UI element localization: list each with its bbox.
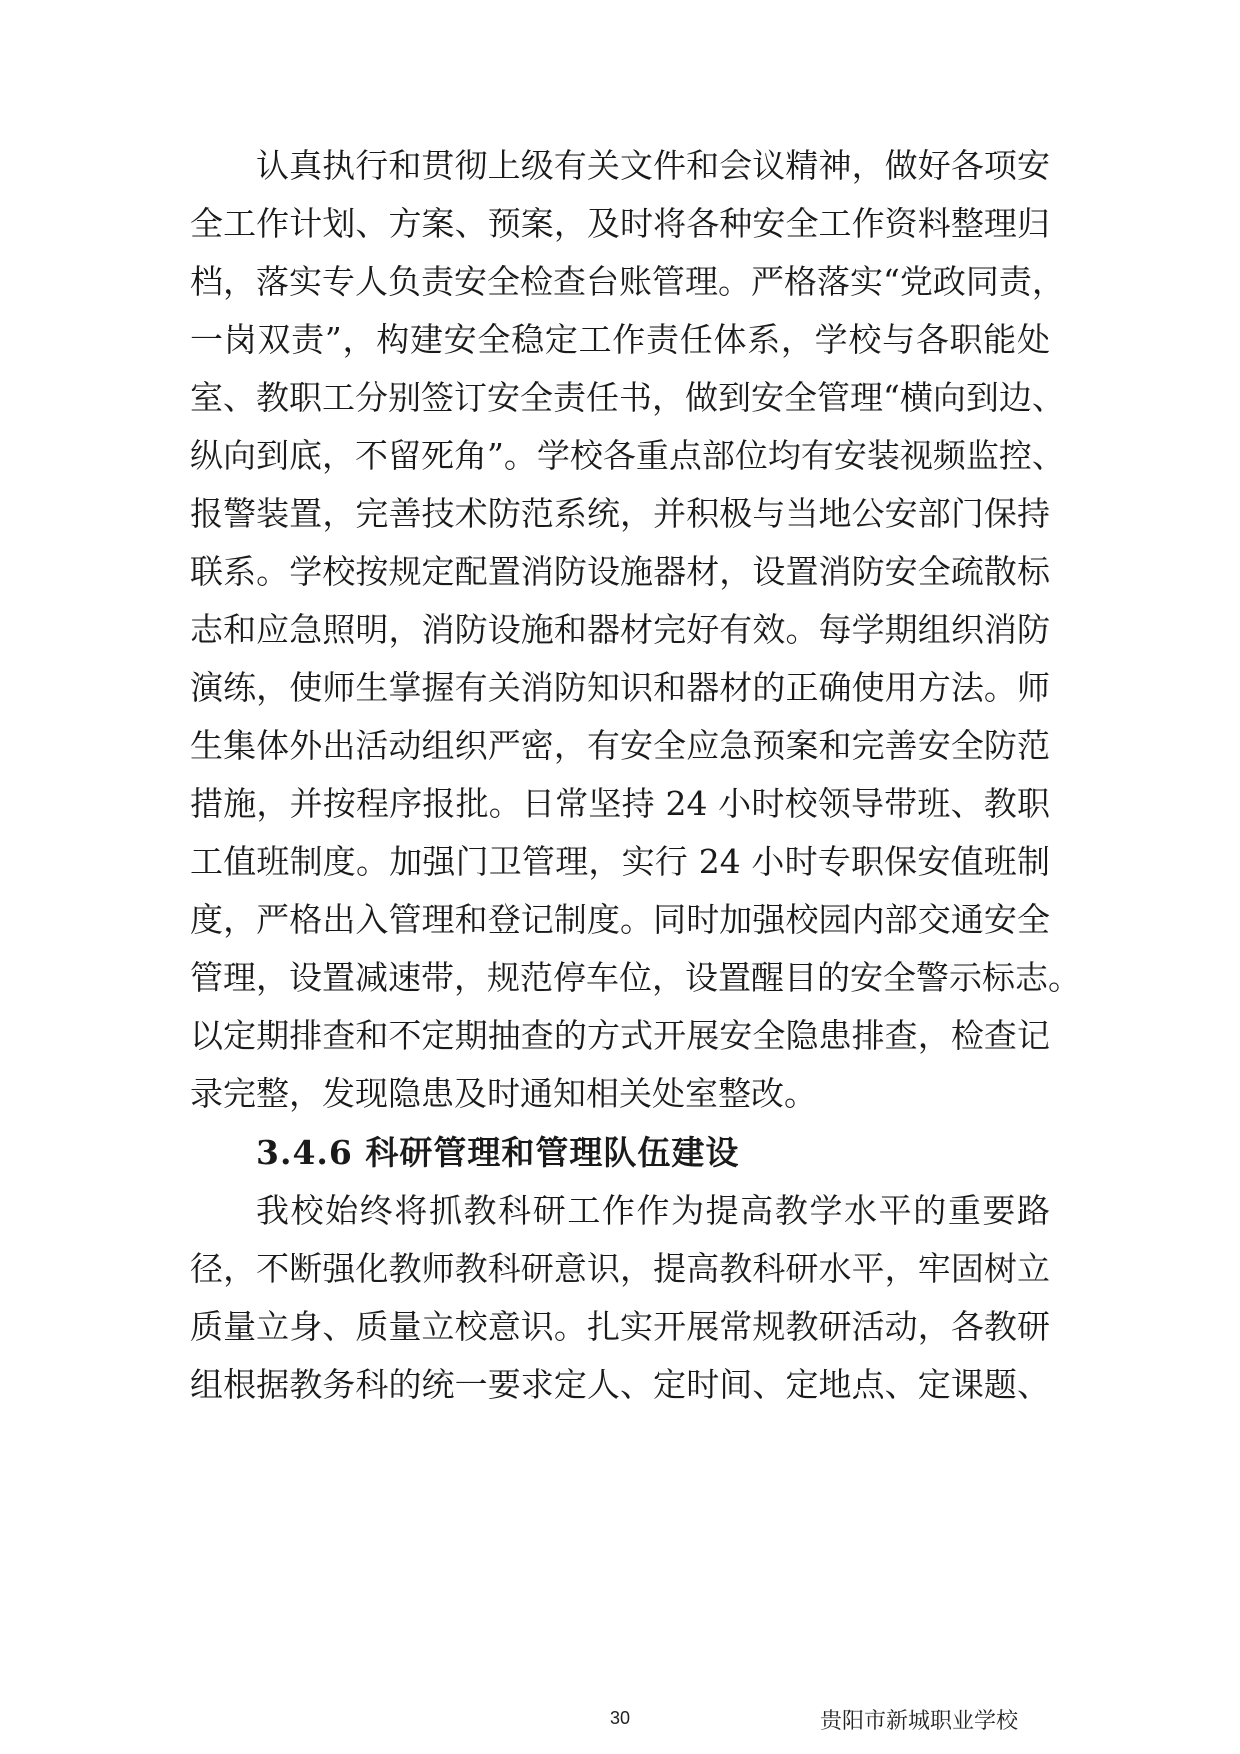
paragraph-1-line-11: 生集体外出活动组织严密，有安全应急预案和完善安全防范 [190,726,1050,765]
paragraph-1-line-10: 演练，使师生掌握有关消防知识和器材的正确使用方法。师 [190,668,1050,707]
paragraph-1-line-3: 档，落实专人负责安全检查台账管理。严格落实“党政同责， [190,262,1065,301]
paragraph-1-line-4: 一岗双责”，构建安全稳定工作责任体系，学校与各职能处 [190,320,1050,359]
paragraph-1-line-1: 认真执行和贯彻上级有关文件和会议精神，做好各项安 [256,146,1050,185]
paragraph-1-line-14: 度，严格出入管理和登记制度。同时加强校园内部交通安全 [190,900,1050,939]
section-heading: 3.4.6 科研管理和管理队伍建设 [256,1133,740,1172]
paragraph-1-line-17: 录完整，发现隐患及时通知相关处室整改。 [190,1074,817,1113]
paragraph-1-line-6: 纵向到底，不留死角”。学校各重点部位均有安装视频监控、 [190,436,1065,475]
paragraph-1-line-9: 志和应急照明，消防设施和器材完好有效。每学期组织消防 [190,610,1050,649]
paragraph-2-line-2: 径，不断强化教师教科研意识，提高教科研水平，牢固树立 [190,1249,1050,1288]
paragraph-1-line-13: 工值班制度。加强门卫管理，实行 24 小时专职保安值班制 [190,842,1050,881]
paragraph-1-line-15: 管理，设置减速带，规范停车位，设置醒目的安全警示标志。 [190,958,1081,997]
footer-school-name: 贵阳市新城职业学校 [820,1709,1019,1734]
paragraph-2-line-3: 质量立身、质量立校意识。扎实开展常规教研活动，各教研 [190,1307,1050,1346]
paragraph-1-line-16: 以定期排查和不定期抽查的方式开展安全隐患排查，检查记 [190,1016,1050,1055]
paragraph-1-line-12: 措施，并按程序报批。日常坚持 24 小时校领导带班、教职 [190,784,1050,823]
paragraph-1-line-8: 联系。学校按规定配置消防设施器材，设置消防安全疏散标 [190,552,1050,591]
paragraph-1-line-7: 报警装置，完善技术防范系统，并积极与当地公安部门保持 [190,494,1050,533]
paragraph-1-line-5: 室、教职工分别签订安全责任书，做到安全管理“横向到边、 [190,378,1065,417]
paragraph-2-line-4: 组根据教务科的统一要求定人、定时间、定地点、定课题、 [190,1365,1050,1404]
paragraph-2-line-1: 我校始终将抓教科研工作作为提高教学水平的重要路 [256,1191,1050,1230]
page-number: 30 [609,1708,631,1728]
paragraph-1-line-2: 全工作计划、方案、预案，及时将各种安全工作资料整理归 [190,204,1050,243]
